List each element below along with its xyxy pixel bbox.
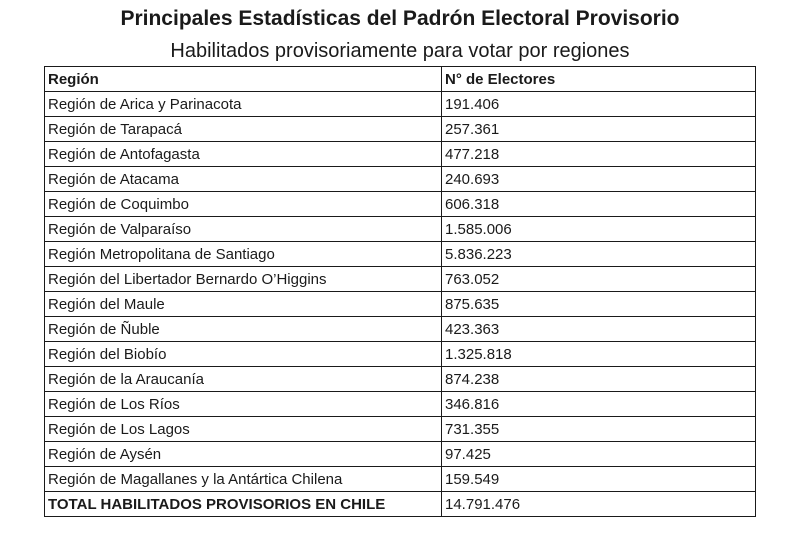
electores-cell: 191.406 <box>442 92 756 117</box>
table-row <box>45 467 756 492</box>
region-cell: Región de Ñuble <box>45 317 442 342</box>
electores-cell: 874.238 <box>442 367 756 392</box>
table-row <box>45 442 756 467</box>
electores-cell: 257.361 <box>442 117 756 142</box>
electores-cell: 97.425 <box>442 442 756 467</box>
table-row <box>45 92 756 117</box>
table-row <box>45 167 756 192</box>
region-cell: Región de Tarapacá <box>45 117 442 142</box>
electores-cell: 1.585.006 <box>442 217 756 242</box>
region-cell: Región de Aysén <box>45 442 442 467</box>
electores-cell: 606.318 <box>442 192 756 217</box>
region-cell: Región de Magallanes y la Antártica Chilena <box>45 467 442 492</box>
table-row <box>45 117 756 142</box>
electores-cell: 5.836.223 <box>442 242 756 267</box>
region-cell: Región de Coquimbo <box>45 192 442 217</box>
total-electores: 14.791.476 <box>442 492 756 517</box>
region-cell: Región del Libertador Bernardo O’Higgins <box>45 267 442 292</box>
region-cell: Región de la Araucanía <box>45 367 442 392</box>
electores-cell: 1.325.818 <box>442 342 756 367</box>
electores-cell: 423.363 <box>442 317 756 342</box>
total-label: TOTAL HABILITADOS PROVISORIOS EN CHILE <box>45 492 442 517</box>
region-cell: Región de Los Lagos <box>45 417 442 442</box>
region-cell: Región de Arica y Parinacota <box>45 92 442 117</box>
table-row <box>45 417 756 442</box>
region-cell: Región del Maule <box>45 292 442 317</box>
column-header-region: Región <box>45 67 442 92</box>
region-cell: Región de Los Ríos <box>45 392 442 417</box>
table-row <box>45 367 756 392</box>
electores-cell: 875.635 <box>442 292 756 317</box>
table-header-row <box>45 67 756 92</box>
region-cell: Región de Antofagasta <box>45 142 442 167</box>
table-row <box>45 142 756 167</box>
table-row <box>45 192 756 217</box>
table-row <box>45 292 756 317</box>
region-cell: Región de Valparaíso <box>45 217 442 242</box>
table-row <box>45 242 756 267</box>
page-title: Principales Estadísticas del Padrón Electoral Provisorio <box>120 7 680 30</box>
region-cell: Región Metropolitana de Santiago <box>45 242 442 267</box>
table-row <box>45 392 756 417</box>
total-row <box>45 492 756 517</box>
electores-cell: 763.052 <box>442 267 756 292</box>
region-cell: Región de Atacama <box>45 167 442 192</box>
electores-cell: 240.693 <box>442 167 756 192</box>
electores-cell: 731.355 <box>442 417 756 442</box>
electores-cell: 477.218 <box>442 142 756 167</box>
table-row <box>45 217 756 242</box>
table-row <box>45 317 756 342</box>
page-subtitle: Habilitados provisoriamente para votar por regiones <box>170 40 630 62</box>
column-header-electores: N° de Electores <box>442 67 756 92</box>
region-cell: Región del Biobío <box>45 342 442 367</box>
electores-cell: 346.816 <box>442 392 756 417</box>
table-row <box>45 267 756 292</box>
electores-cell: 159.549 <box>442 467 756 492</box>
electores-table <box>44 66 756 517</box>
table-row <box>45 342 756 367</box>
